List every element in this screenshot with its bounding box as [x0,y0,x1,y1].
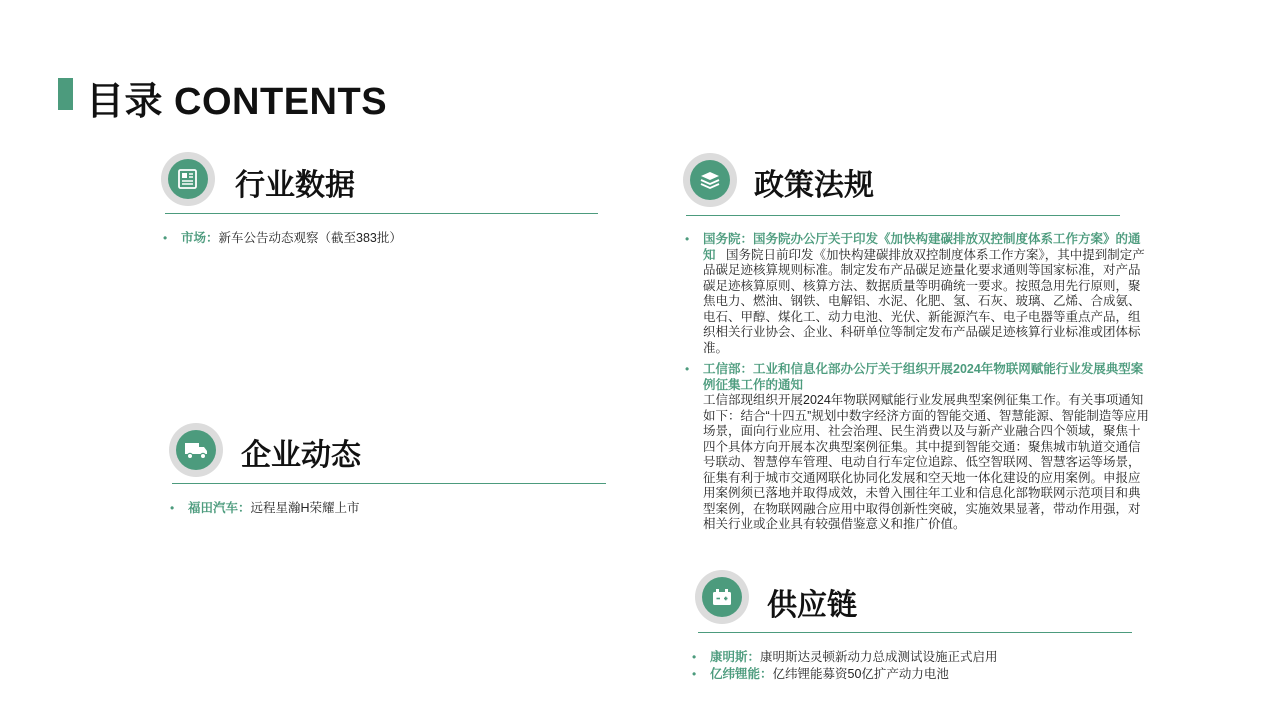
layers-icon [683,153,737,207]
policy-list [685,232,1150,539]
divider [172,483,606,484]
section-title-enterprise: 企业动态 [241,439,361,472]
newspaper-icon [161,152,215,206]
divider [686,215,1120,216]
battery-icon [695,570,749,624]
truck-icon [169,423,223,477]
supply-list [692,650,1132,688]
section-title-supply: 供应链 [767,589,857,622]
list-item: • 工信部：工业和信息化部办公厅关于组织开展2024年物联网赋能行业发展典型案例征集工作的通知 工信部现组织开展2024年物联网赋能行业发展典型案例征集工作。有关事项通知如下：结合“十四五”规划中数字经济方面的智能交通、智慧能源、智能制造等应用场景，面向行业应用、社会治理、民生消费以及与新产业融合四个领域，聚焦十四个具体方向开展本次典型案例征集。其中提到智能交通：聚焦城市轨道交通信号联动、智慧停车管理、电动自行车定位追踪、低空智联网、智慧客运等场景，征集有利于城市交通网联化协同化发展和空天地一体化建设的应用案例。申报应用案例须已落地并取得成效，未曾入围往年工业和信息化部物联网示范项目和典型案例，在物联网融合应用中取得创新性突破，实施效果显著，带动作用强，对相关行业或企业具有较强借鉴意义和推广价值。 [685,362,1149,531]
title-accent-bar [58,78,73,110]
page-title: 目录 CONTENTS [86,81,388,123]
list-item: • 亿纬锂能：亿纬锂能募资50亿扩产动力电池 [692,666,949,681]
enterprise-list [170,501,600,523]
list-item: • 市场：新车公告动态观察（截至383批） [163,231,402,245]
section-title-policy: 政策法规 [754,169,874,202]
section-title-industry: 行业数据 [235,169,355,202]
industry-list [163,231,593,253]
list-item: • 康明斯：康明斯达灵顿新动力总成测试设施正式启用 [692,650,998,664]
divider [698,632,1132,633]
divider [165,213,598,214]
list-item: • 福田汽车：远程星瀚H荣耀上市 [170,501,360,515]
list-item: • 国务院：国务院办公厅关于印发《加快构建碳排放双控制度体系工作方案》的通知 国务院日前印发《加快构建碳排放双控制度体系工作方案》，其中提到制定产品碳足迹核算规则标准。制定发布产品碳足迹量化要求通则等国家标准，对产品碳足迹核算原则、核算方法、数据质量等明确统一要求。按照急用先行原则，聚焦电力、燃油、钢铁、电解铝、水泥、化肥、氢、石灰、玻璃、乙烯、合成氨、电石、甲醇、煤化工、动力电池、光伏、新能源汽车、电子电器等重点产品，组织相关行业协会、企业、科研单位等制定发布产品碳足迹核算行业标准或团体标准。 [685,232,1145,355]
